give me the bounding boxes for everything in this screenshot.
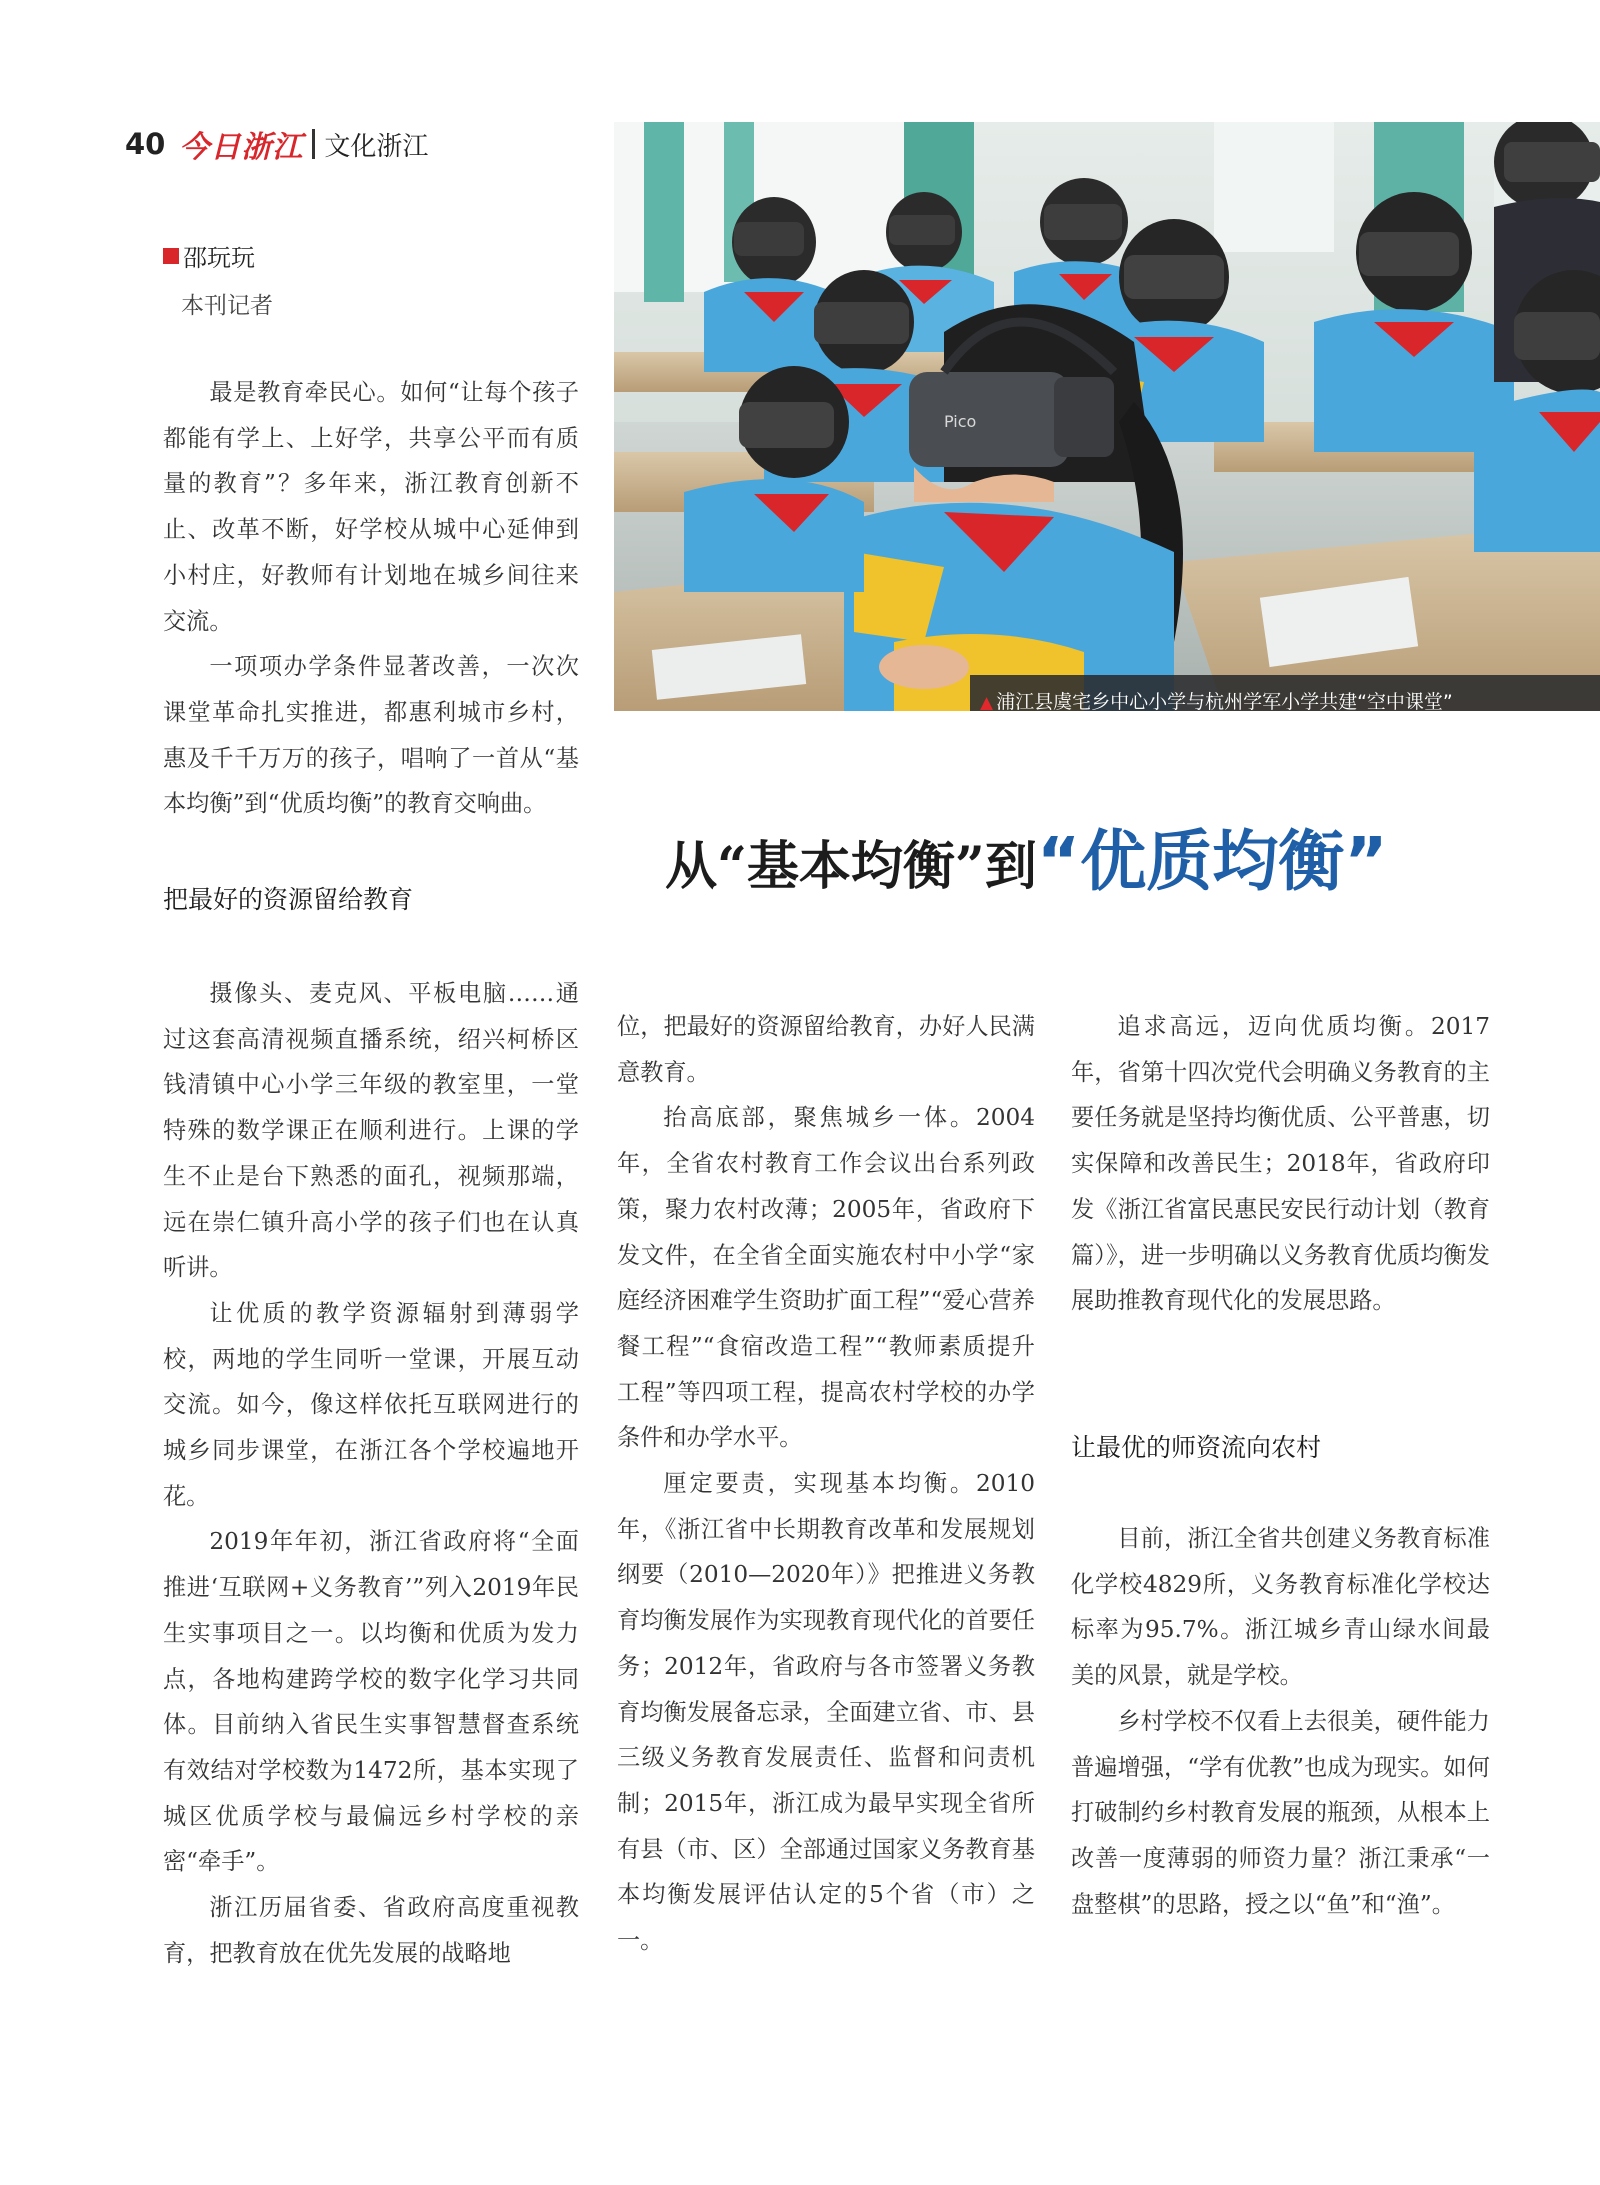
column-3-bottom — [1071, 1516, 1490, 1927]
page-header — [125, 122, 428, 166]
column-1 — [163, 971, 579, 1976]
subheading-1: 把最好的资源留给教育 — [163, 885, 414, 914]
subheading-2: 让最优的师资流向农村 — [1071, 1433, 1322, 1462]
photo-caption — [980, 687, 1453, 714]
magazine-logo: 今日浙江 — [179, 130, 304, 165]
author-text: 邵玩玩 — [183, 244, 255, 272]
paragraph: 目前，浙江全省共创建义务教育标准化学校4829所，义务教育标准化学校达标率为95.7%。浙江城乡青山绿水间最美的风景，就是学校。 — [1071, 1525, 1490, 1690]
paragraph: 让优质的教学资源辐射到薄弱学校，两地的学生同听一堂课，开展互动交流。如今，像这样依托互联网进行的城乡同步课堂，在浙江各个学校遍地开花。 — [163, 1299, 579, 1510]
paragraph-continued: 位，把最好的资源留给教育，办好人民满意教育。 — [617, 1013, 1035, 1086]
author-name — [163, 238, 255, 273]
paragraph: 一项项办学条件显著改善，一次次课堂革命扎实推进，都惠利城市乡村，惠及千千万万的孩子，唱响了一首从“基本均衡”到“优质均衡”的教育交响曲。 — [163, 653, 579, 818]
paragraph: 摄像头、麦克风、平板电脑……通过这套高清视频直播系统，绍兴柯桥区钱清镇中心小学三年级的教室里，一堂特殊的数学课正在顺利进行。上课的学生不止是台下熟悉的面孔，视频那端，远在崇仁镇升高小学的孩子们也在认真听讲。 — [163, 980, 579, 1282]
red-square-icon — [163, 248, 179, 264]
header-divider — [312, 129, 315, 159]
pico-brand-text: Pico — [944, 412, 977, 431]
paragraph: 乡村学校不仅看上去很美，硬件能力普遍增强，“学有优教”也成为现实。如何打破制约乡村教育发展的瓶颈，从根本上改善一度薄弱的师资力量？浙江秉承“一盘整棋”的思路，授之以“鱼”和“渔”。 — [1071, 1707, 1490, 1918]
paragraph: 追求高远，迈向优质均衡。2017年，省第十四次党代会明确义务教育的主要任务就是坚持均衡优质、公平普惠，切实保障和改善民生；2018年，省政府印发《浙江省富民惠民安民行动计划（教育篇）》，进一步明确以义务教育优质均衡发展助推教育现代化的发展思路。 — [1071, 1013, 1490, 1315]
article-photo — [614, 122, 1600, 711]
paragraph: 最是教育牵民心。如何“让每个孩子都能有学上、上好学，共享公平而有质量的教育”？多年来，浙江教育创新不止、改革不断，好学校从城中心延伸到小村庄，好教师有计划地在城乡间往来交流。 — [163, 379, 579, 635]
title-part1: 从“基本均衡”到 — [665, 836, 1037, 897]
page-number: 40 — [125, 127, 166, 161]
section-name: 文化浙江 — [324, 131, 429, 162]
article-title — [665, 808, 1388, 903]
vr-classroom-photo — [614, 122, 1600, 711]
column-3-top — [1071, 1004, 1490, 1324]
title-part2: “优质均衡” — [1036, 823, 1388, 900]
paragraph: 抬高底部，聚焦城乡一体。2004年，全省农村教育工作会议出台系列政策，聚力农村改薄；2005年，省政府下发文件，在全省全面实施农村中小学“家庭经济困难学生资助扩面工程”“爱心营养餐工程”“食宿改造工程”“教师素质提升工程”等四项工程，提高农村学校的办学条件和办学水平。 — [617, 1104, 1035, 1452]
triangle-icon: ▲ — [980, 693, 994, 713]
paragraph: 2019年年初，浙江省政府将“全面推进‘互联网+义务教育’”列入2019年民生实事项目之一。以均衡和优质为发力点，各地构建跨学校的数字化学习共同体。目前纳入省民生实事智慧督查系统有效结对学校数为1472所，基本实现了城区优质学校与最偏远乡村学校的亲密“牵手”。 — [163, 1528, 579, 1876]
author-role: 本刊记者 — [181, 293, 273, 319]
paragraph: 浙江历届省委、省政府高度重视教育，把教育放在优先发展的战略地 — [163, 1894, 579, 1967]
caption-text: 浦江县虞宅乡中心小学与杭州学军小学共建“空中课堂” — [996, 691, 1453, 713]
column-2 — [617, 1004, 1035, 1964]
paragraph: 厘定要责，实现基本均衡。2010年，《浙江省中长期教育改革和发展规划纲要（2010—2020年）》把推进义务教育均衡发展作为实现教育现代化的首要任务；2012年，省政府与各市签署义务教育均衡发展备忘录，全面建立省、市、县三级义务教育发展责任、监督和问责机制；2015年，浙江成为最早实现全省所有县（市、区）全部通过国家义务教育基本均衡发展评估认定的5个省（市）之一。 — [617, 1470, 1035, 1955]
intro-text — [163, 370, 579, 827]
